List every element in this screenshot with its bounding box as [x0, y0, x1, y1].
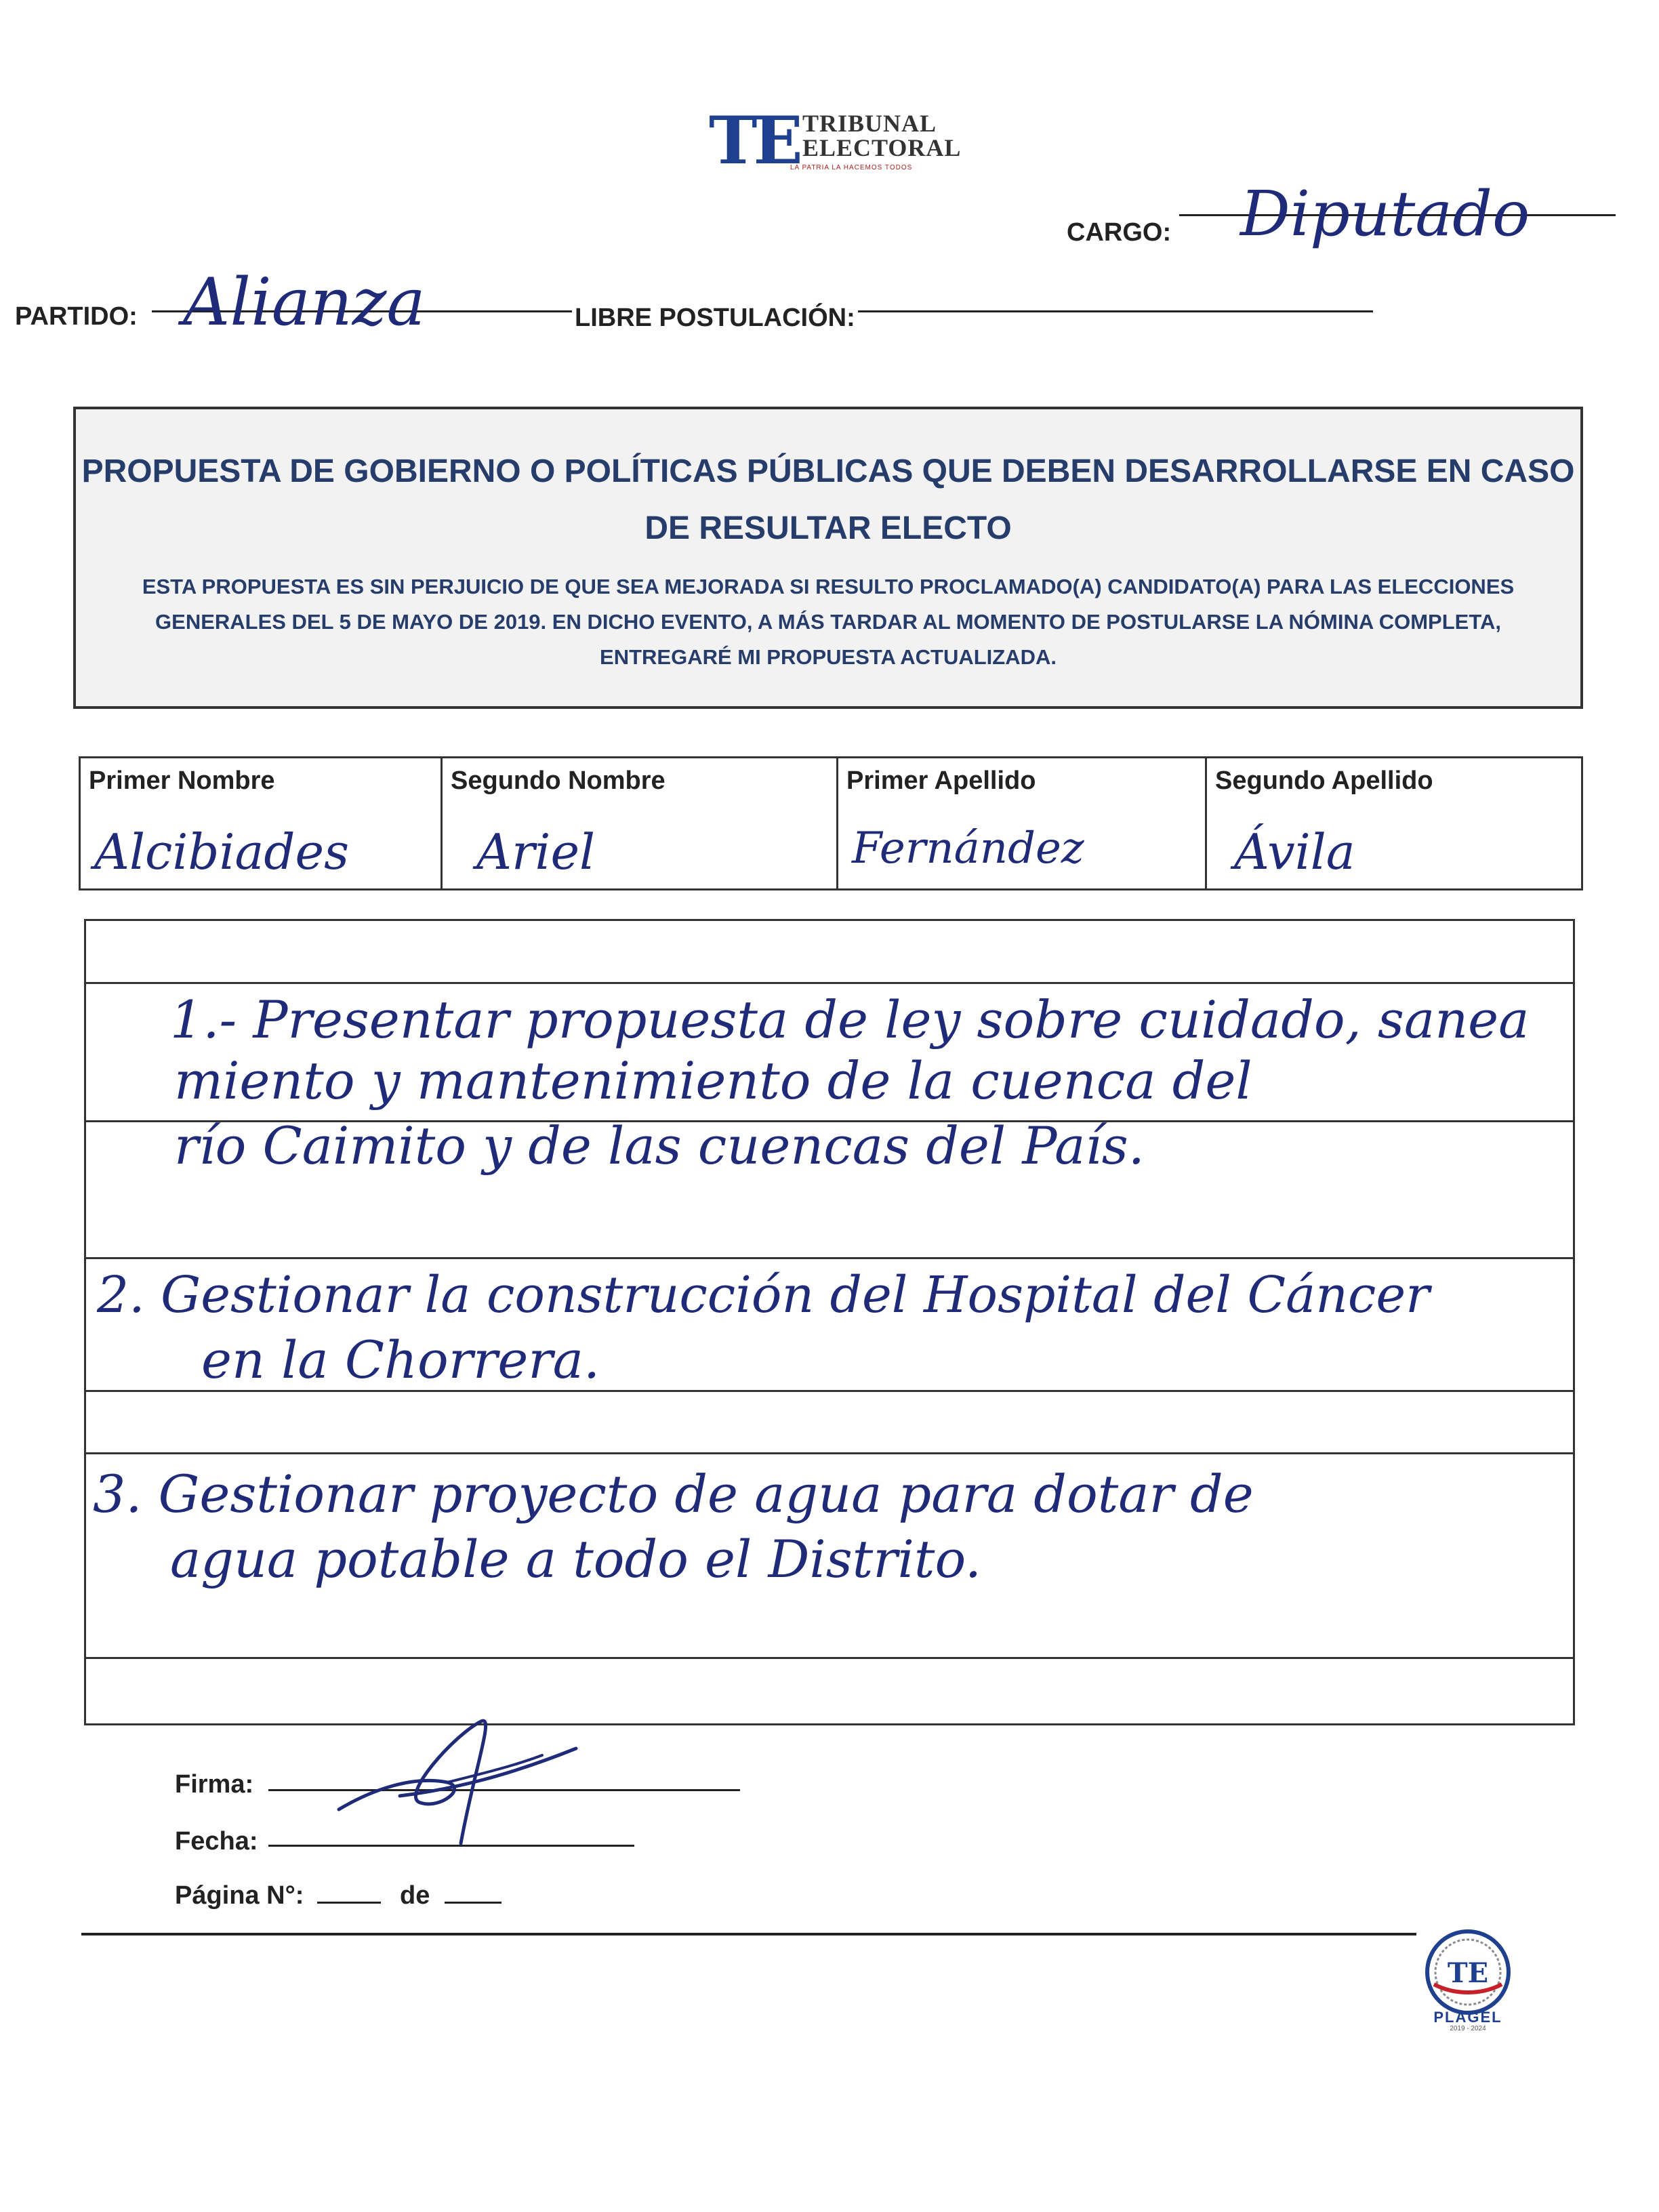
tribunal-electoral-logo: [709, 102, 966, 179]
proposal-lines-box: [84, 919, 1575, 1725]
proposal-header-box: [73, 407, 1583, 709]
pagina-label: Página N°:: [175, 1881, 304, 1910]
header-primer-nombre: Primer Nombre: [89, 766, 275, 795]
cargo-value[interactable]: Diputado: [1240, 178, 1530, 250]
value-primer-apellido[interactable]: Fernández: [852, 823, 1084, 874]
logo-tagline: LA PATRIA LA HACEMOS TODOS: [790, 164, 913, 171]
header-primer-apellido: Primer Apellido: [846, 766, 1036, 795]
value-segundo-nombre[interactable]: Ariel: [476, 823, 596, 880]
de-label: de: [400, 1881, 430, 1910]
proposal-line-3[interactable]: río Caimito y de las cuencas del País.: [174, 1115, 1145, 1176]
proposal-line-6[interactable]: 3. Gestionar proyecto de agua para dotar de: [93, 1464, 1254, 1524]
proposal-line-2[interactable]: miento y mantenimiento de la cuenca del: [174, 1050, 1252, 1111]
proposal-line-5[interactable]: en la Chorrera.: [201, 1330, 600, 1390]
cell-segundo-apellido: [1207, 758, 1585, 888]
proposal-line-4[interactable]: 2. Gestionar la construcción del Hospital del Cáncer: [97, 1266, 1430, 1324]
seal-year: 2019 - 2024: [1450, 2025, 1486, 2032]
cell-primer-apellido: [838, 758, 1207, 888]
ruled-line: [86, 982, 1573, 984]
seal-mark: TE: [1447, 1957, 1489, 1989]
de-line: [445, 1902, 501, 1904]
ruled-line: [86, 1657, 1573, 1659]
fecha-line: [268, 1845, 634, 1847]
pagina-line: [317, 1902, 381, 1904]
value-primer-nombre[interactable]: Alcibiades: [94, 823, 350, 880]
logo-line1: TRIBUNAL: [802, 110, 937, 137]
ruled-line: [86, 1452, 1573, 1454]
cell-segundo-nombre: [443, 758, 838, 888]
firma-label: Firma:: [175, 1770, 254, 1799]
proposal-title: PROPUESTA DE GOBIERNO O POLÍTICAS PÚBLICAS QUE DEBEN DESARROLLARSE EN CASO DE RESULTAR ELECTO: [81, 453, 1575, 546]
footer-rule: [81, 1933, 1416, 1936]
partido-value[interactable]: Alianza: [183, 264, 426, 340]
proposal-note: ESTA PROPUESTA ES SIN PERJUICIO DE QUE SEA MEJORADA SI RESULTO PROCLAMADO(A) CANDIDATO(A) PARA LAS ELECCIONES GENERALES DEL 5 DE MAYO DE 2019. EN DICHO EVENTO, A MÁS TARDAR AL MOMENTO DE POSTULARSE LA NÓMINA COMPLETA, ENTREGARÉ MI PROPUESTA ACTUALIZADA.: [142, 575, 1515, 669]
value-segundo-apellido[interactable]: Ávila: [1234, 823, 1355, 880]
ruled-line: [86, 1257, 1573, 1259]
fecha-label: Fecha:: [175, 1827, 258, 1856]
logo-line2: ELECTORAL: [802, 134, 962, 161]
signature: [319, 1708, 590, 1850]
header-segundo-apellido: Segundo Apellido: [1215, 766, 1433, 795]
candidate-names-table: [79, 756, 1583, 890]
proposal-line-7[interactable]: agua potable a todo el Distrito.: [170, 1529, 982, 1589]
logo-mark: TE: [709, 102, 799, 179]
proposal-line-1[interactable]: 1.- Presentar propuesta de ley sobre cuidado, sanea: [170, 989, 1530, 1050]
ruled-line: [86, 1390, 1573, 1392]
libre-postulacion-line: [858, 310, 1373, 312]
cargo-label: CARGO:: [1067, 218, 1172, 247]
partido-label: PARTIDO:: [15, 302, 138, 331]
cell-primer-nombre: [81, 758, 443, 888]
libre-postulacion-label: LIBRE POSTULACIÓN:: [575, 304, 855, 332]
seal-caption: PLAGEL: [1433, 2009, 1502, 2026]
plagel-seal: [1414, 1925, 1522, 2033]
header-segundo-nombre: Segundo Nombre: [451, 766, 665, 795]
